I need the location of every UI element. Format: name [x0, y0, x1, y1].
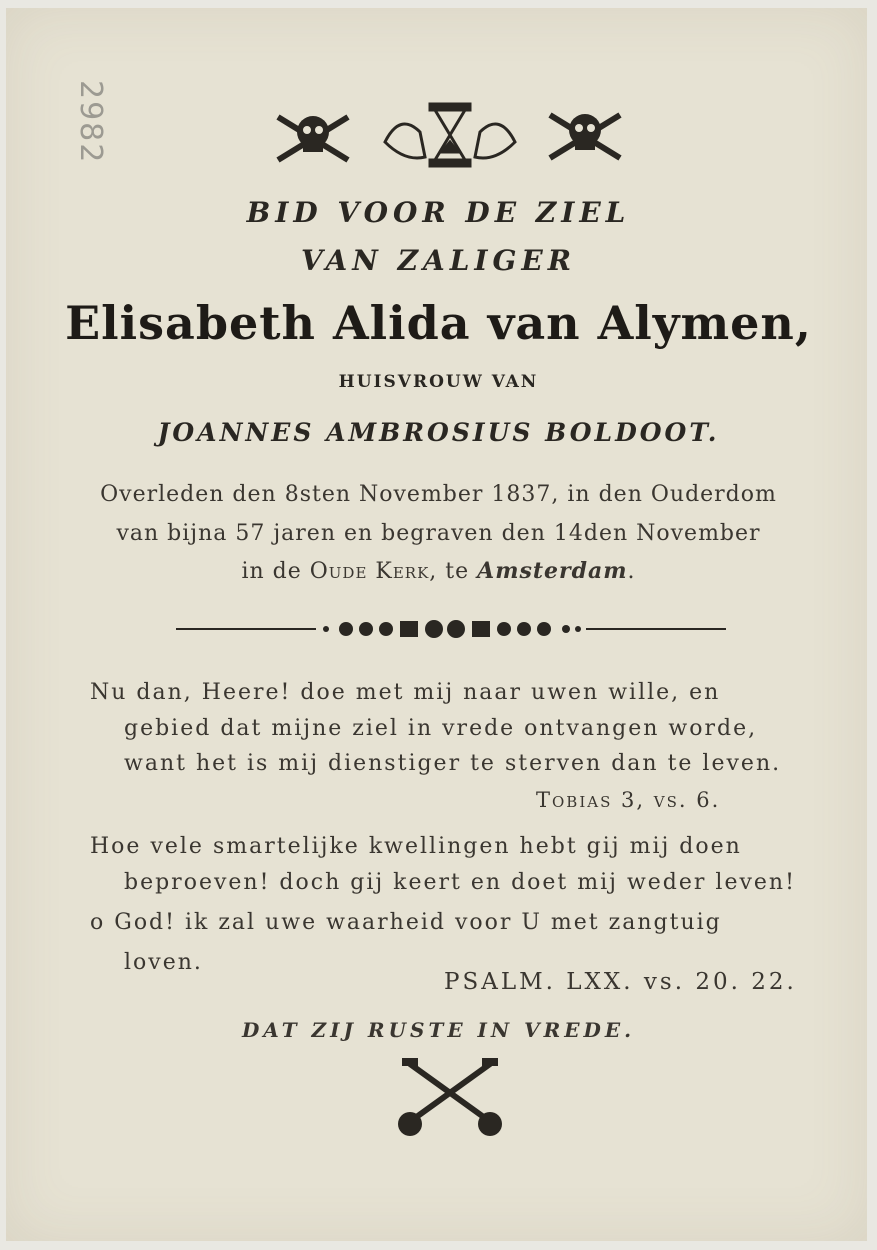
death-notice-text: .	[627, 559, 636, 584]
verse-line: Nu dan, Heere! doe met mij naar uwen wille, en	[90, 680, 721, 705]
relation-label: HUISVROUW VAN	[338, 372, 539, 392]
verse-line: o God! ik zal uwe waarheid voor U met zangtuig	[90, 910, 722, 935]
death-notice-line: van bijna 57 jaren en begraven den 14den November	[116, 521, 761, 546]
top-ornaments	[270, 100, 630, 175]
death-notice-text: in de	[241, 559, 310, 584]
deceased-name: Elisabeth Alida van Alymen,	[65, 296, 812, 350]
city-name: Amsterdam	[477, 558, 628, 584]
verse-line: gebied dat mijne ziel in vrede ontvangen worde,	[124, 716, 758, 741]
verse-line: Hoe vele smartelijke kwellingen hebt gij mij doen	[90, 834, 742, 859]
death-notice-text: , te	[429, 559, 478, 584]
scripture-reference: Tobias 3, vs. 6.	[536, 788, 721, 812]
skull-crossbones-icon	[550, 114, 620, 158]
archive-number: 2982	[73, 80, 108, 165]
psalm-reference: PSALM. LXX. vs. 20. 22.	[444, 969, 797, 995]
prayer-subheading: VAN ZALIGER	[300, 244, 577, 277]
crossed-torches-icon	[390, 1056, 515, 1136]
skull-crossbones-icon	[278, 116, 348, 160]
verse-line: beproeven! doch gij keert en doet mij weder leven!	[124, 870, 796, 895]
death-notice-line	[0, 558, 877, 584]
ornamental-divider	[176, 616, 726, 642]
husband-name: JOANNES AMBROSIUS BOLDOOT.	[157, 418, 720, 447]
prayer-heading: BID VOOR DE ZIEL	[246, 196, 631, 229]
closing-blessing: DAT ZIJ RUSTE IN VREDE.	[241, 1018, 636, 1042]
church-name: Oude Kerk	[309, 559, 430, 584]
death-notice-line: Overleden den 8sten November 1837, in den Ouderdom	[100, 482, 777, 507]
verse-line: want het is mij dienstiger te sterven dan te leven.	[124, 751, 782, 776]
verse-line: loven.	[124, 950, 203, 975]
hourglass-wings-icon	[385, 104, 515, 166]
